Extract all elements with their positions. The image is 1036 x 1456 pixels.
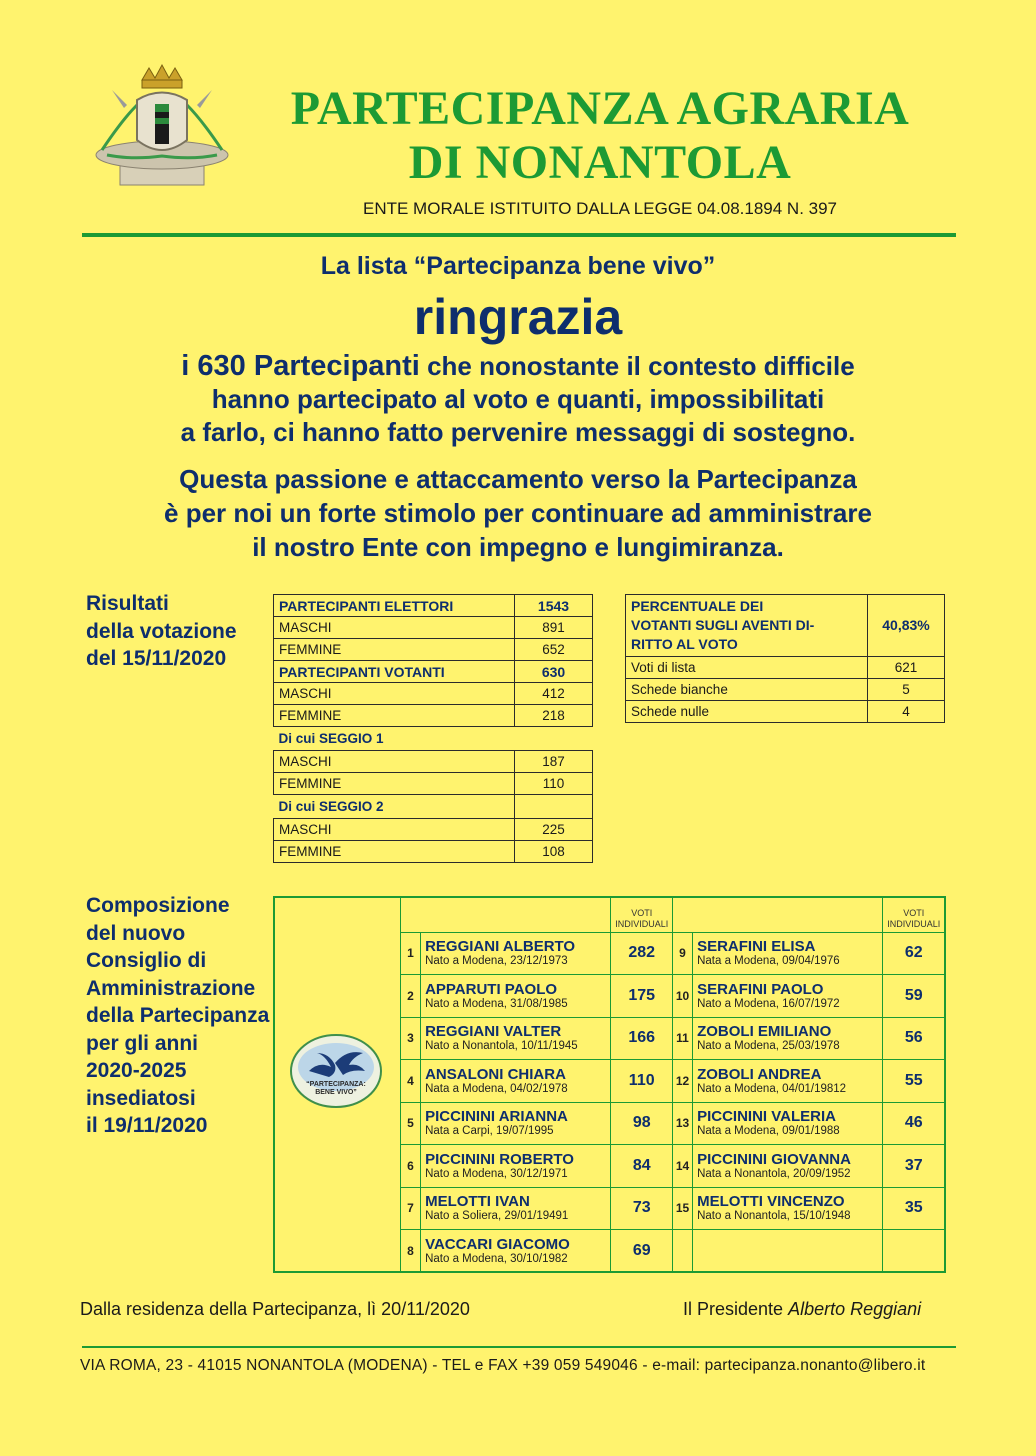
table-row: FEMMINE 108 [274, 841, 593, 863]
table-row: 4 ANSALONI CHIARA Nata a Modena, 04/02/1978 110 12 ZOBOLI ANDREA Nato a Modena, 04/01/19812 55 [274, 1060, 945, 1103]
table-row: 2 APPARUTI PAOLO Nato a Modena, 31/08/1985 175 10 SERAFINI PAOLO Nato a Modena, 16/07/1972 59 [274, 975, 945, 1018]
voting-stats-table [273, 594, 593, 863]
percentage-table [625, 594, 945, 723]
table-row: FEMMINE 218 [274, 705, 593, 727]
table-row: MASCHI 891 [274, 617, 593, 639]
swallow-logo-icon [289, 1033, 383, 1109]
place-date: Dalla residenza della Partecipanza, lì 20/11/2020 [80, 1299, 470, 1319]
org-subtitle: ENTE MORALE ISTITUITO DALLA LEGGE 04.08.1894 N. 397 [363, 199, 837, 218]
thanks-heading: ringrazia [413, 289, 623, 345]
table-row: FEMMINE 652 [274, 639, 593, 661]
table-row: 3 REGGIANI VALTER Nato a Nonantola, 10/11/1945 166 11 ZOBOLI EMILIANO Nato a Modena, 25/03/1978 56 [274, 1017, 945, 1060]
council-label: Composizione del nuovo Consiglio di Amministrazione della Partecipanza per gli anni 2020-2025 insediatosi il 19/11/2020 [86, 894, 270, 1137]
passion-message: Questa passione e attaccamento verso la Partecipanza è per noi un forte stimolo per continuare ad amministrare il nostro Ente con impegno e lungimiranza. [164, 464, 872, 562]
logo-text: “PARTECIPANZA: BENE VIVO” [306, 1081, 366, 1096]
table-row: PERCENTUALE DEI VOTANTI SUGLI AVENTI DI- RITTO AL VOTO 40,83% [626, 595, 945, 657]
votes-header: VOTI INDIVIDUALI [883, 897, 945, 932]
table-row: 6 PICCININI ROBERTO Nato a Modena, 30/12/1971 84 14 PICCININI GIOVANNA Nata a Nonantola, 20/09/1952 37 [274, 1145, 945, 1188]
table-row: 8 VACCARI GIACOMO Nato a Modena, 30/10/1982 69 [274, 1230, 945, 1273]
votes-header: VOTI INDIVIDUALI [611, 897, 672, 932]
table-header-row [274, 897, 945, 932]
footer-divider [82, 1346, 956, 1348]
table-row: FEMMINE 110 [274, 773, 593, 795]
table-row: Di cui SEGGIO 1 [278, 731, 384, 746]
table-row: 7 MELOTTI IVAN Nato a Soliera, 29/01/19491 73 15 MELOTTI VINCENZO Nato a Nonantola, 15/10/1948 35 [274, 1187, 945, 1230]
president-signature: Il Presidente Alberto Reggiani [683, 1299, 922, 1319]
table-row: MASCHI 225 [274, 819, 593, 841]
contact-address: VIA ROMA, 23 - 41015 NONANTOLA (MODENA) - TEL e FAX +39 059 549046 - e-mail: partecipanza.nonanto@libero.it [80, 1357, 926, 1374]
table-row: PARTECIPANTI VOTANTI 630 [274, 661, 593, 683]
org-title-line1: PARTECIPANZA AGRARIA [290, 82, 910, 135]
president-name: Alberto Reggiani [788, 1299, 922, 1319]
thanks-message: i 630 Partecipanti che nonostante il contesto difficile hanno partecipato al voto e quanti, impossibilitati a farlo, ci hanno fatto pervenire messaggi di sostegno. [180, 350, 856, 447]
header-divider [82, 233, 956, 237]
list-logo [289, 1033, 383, 1109]
table-row: MASCHI 187 [274, 751, 593, 773]
crest-icon [82, 60, 242, 190]
results-label: Risultati della votazione del 15/11/2020 [86, 592, 237, 670]
table-row: Voti di lista 621 [626, 657, 945, 679]
table-row: MASCHI 412 [274, 683, 593, 705]
participants-count: i 630 Partecipanti [181, 350, 420, 382]
org-title-line2: DI NONANTOLA [408, 136, 792, 189]
table-row: Di cui SEGGIO 2 [274, 795, 593, 819]
list-name: La lista “Partecipanza bene vivo” [320, 252, 716, 280]
percentage-label: PERCENTUALE DEI VOTANTI SUGLI AVENTI DI- RITTO AL VOTO [626, 595, 868, 657]
table-row: Schede bianche 5 [626, 679, 945, 701]
table-row: 5 PICCININI ARIANNA Nata a Carpi, 19/07/1995 98 13 PICCININI VALERIA Nata a Modena, 09/01/1988 46 [274, 1102, 945, 1145]
table-row: 1 REGGIANI ALBERTO Nato a Modena, 23/12/1973 282 9 SERAFINI ELISA Nata a Modena, 09/04/1976 62 [274, 932, 945, 975]
table-row: PARTECIPANTI ELETTORI 1543 [274, 595, 593, 617]
table-row: Schede nulle 4 [626, 701, 945, 723]
